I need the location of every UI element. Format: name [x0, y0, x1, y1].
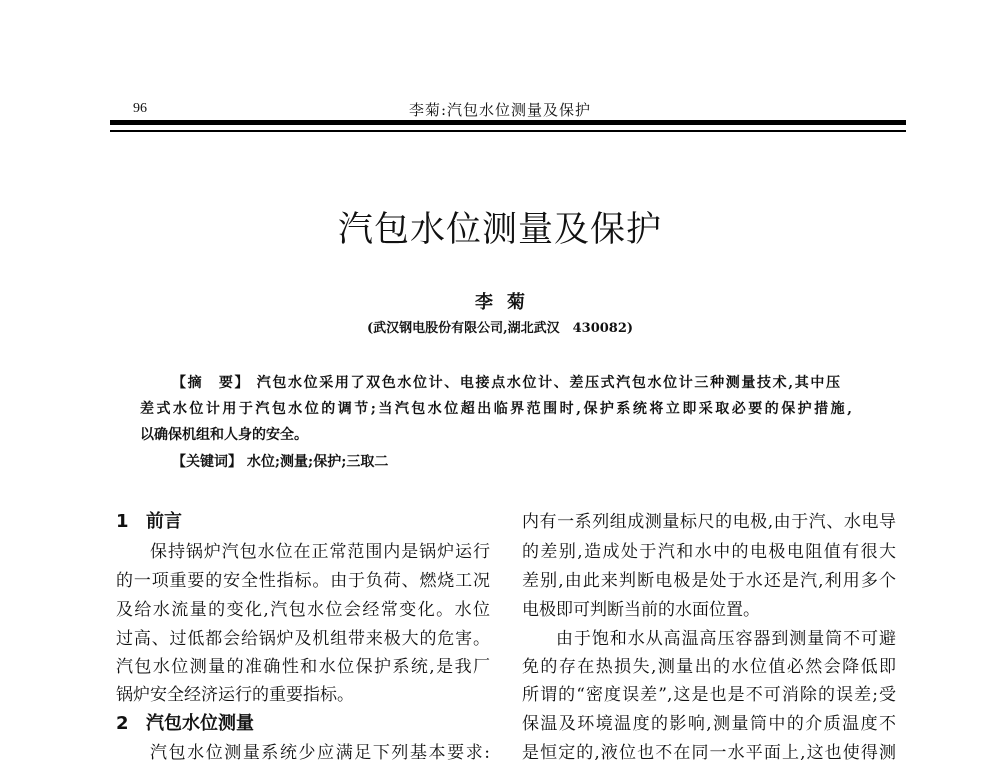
body-line: 差别,由此来判断电极是处于水还是汽,利用多个 [522, 571, 896, 591]
body-line: 汽包水位测量系统少应满足下列基本要求: [150, 743, 490, 760]
header-rule-thin [110, 130, 906, 132]
body-line: 过高、过低都会给锅炉及机组带来极大的危害。 [116, 629, 490, 649]
section-heading-2 [116, 709, 254, 735]
keywords-label: 【关键词】 [172, 454, 242, 470]
body-line: 汽包水位测量的准确性和水位保护系统,是我厂 [116, 657, 490, 677]
body-line: 的一项重要的安全性指标。由于负荷、燃烧工况 [116, 571, 490, 591]
abstract-line-1 [172, 372, 840, 392]
page-number: 96 [133, 101, 147, 116]
abstract-line-3: 以确保机组和人身的安全。 [140, 427, 308, 443]
body-line: 所谓的“密度误差”,这是也是不可消除的误差;受 [522, 685, 896, 705]
keywords-text: 水位;测量;保护;三取二 [246, 454, 389, 470]
body-line: 电极即可判断当前的水面位置。 [522, 600, 760, 620]
body-line: 锅炉安全经济运行的重要指标。 [116, 685, 354, 705]
article-title: 汽包水位测量及保护 [337, 210, 662, 250]
body-line: 保温及环境温度的影响,测量筒中的介质温度不 [522, 714, 896, 734]
body-line: 由于饱和水从高温高压容器到测量筒不可避 [556, 629, 896, 649]
body-line: 的差别,造成处于汽和水中的电极电阻值有很大 [522, 542, 896, 562]
section-title: 汽包水位测量 [146, 713, 254, 734]
body-line: 保持锅炉汽包水位在正常范围内是锅炉运行 [150, 542, 490, 562]
body-line: 是恒定的,液位也不在同一水平面上,这也使得测 [522, 743, 896, 760]
keywords [172, 451, 572, 471]
body-line: 内有一系列组成测量标尺的电极,由于汽、水电导 [522, 512, 896, 532]
body-line: 及给水流量的变化,汽包水位会经常变化。水位 [116, 600, 490, 620]
affiliation: (武汉钢电股份有限公司,湖北武汉 430082) [366, 321, 634, 336]
running-title: 李菊:汽包水位测量及保护 [408, 101, 592, 119]
abstract-label: 【摘 要】 [172, 375, 251, 391]
abstract-line-2: 差式水位计用于汽包水位的调节;当汽包水位超出临界范围时,保护系统将立即采取必要的保护措施, [140, 401, 852, 417]
header-rule-thick [110, 120, 906, 125]
section-heading-1 [116, 507, 182, 533]
body-line: 免的存在热损失,测量出的水位值必然会降低即 [522, 657, 896, 677]
author: 李菊 [475, 292, 539, 313]
section-number: 2 [116, 713, 129, 734]
abstract-text: 汽包水位采用了双色水位计、电接点水位计、差压式汽包水位计三种测量技术,其中压 [256, 375, 841, 391]
section-title: 前言 [146, 511, 182, 532]
section-number: 1 [116, 511, 129, 532]
